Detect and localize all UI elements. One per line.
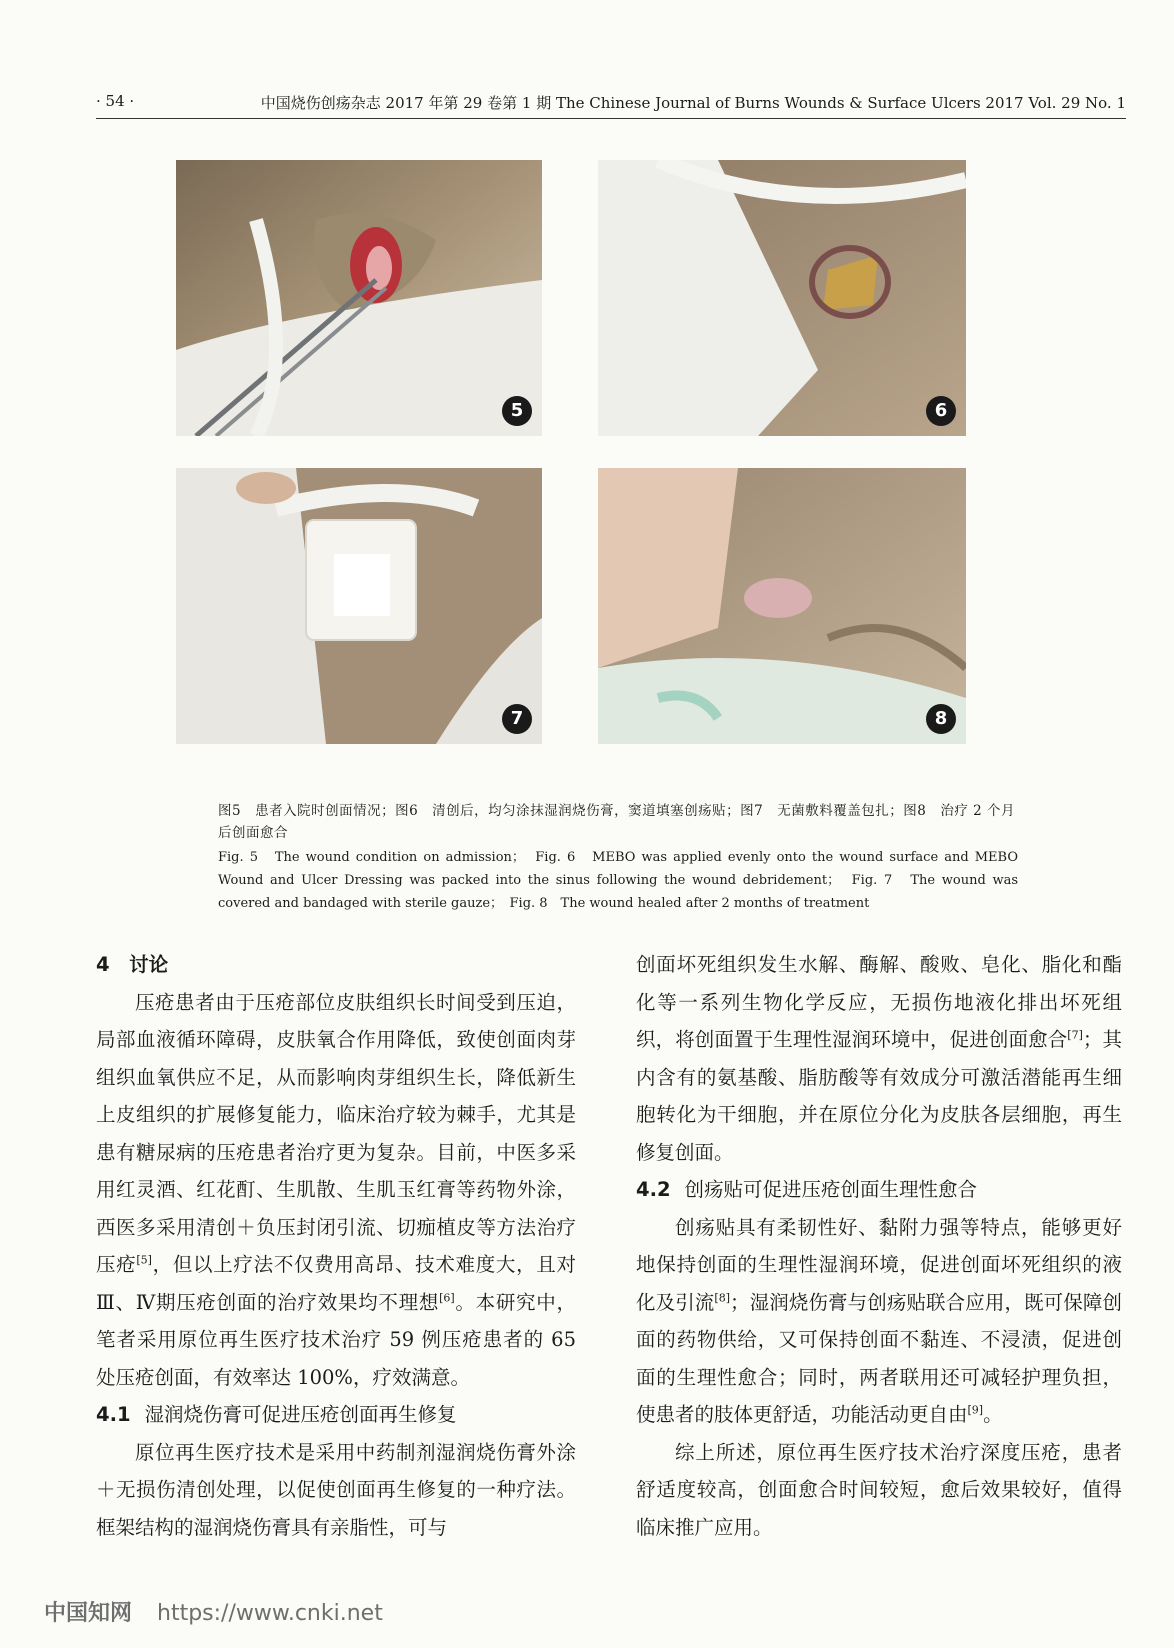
running-header <box>96 92 1126 118</box>
figure-number-badge: 8 <box>926 704 956 734</box>
footer-watermark <box>44 1596 383 1627</box>
subsection-heading <box>96 1396 576 1434</box>
text-run: ；湿润烧伤膏与创疡贴联合应用，既可保障创面的药物供给，又可保持创面不黏连、不浸渍，促进创面的生理性愈合；同时，两者联用还可减轻护理负担，使患者的肢体更舒适，功能活动更自由 <box>636 1290 1122 1426</box>
journal-title: 中国烧伤创疡杂志 2017 年第 29 卷第 1 期 The Chinese Journal of Burns Wounds & Surface Ulcers 2017 Vol. 29 No. 1 <box>260 94 1126 112</box>
section-heading-discussion: 4 讨论 <box>96 953 169 976</box>
header-rule <box>96 118 1126 119</box>
wound-admission-image <box>176 160 542 436</box>
paragraph: 综上所述，原位再生医疗技术治疗深度压疮，患者舒适度较高，创面愈合时间较短，愈后效果较好，值得临床推广应用。 <box>636 1440 1122 1539</box>
caption-english: Fig. 5 The wound condition on admission； Fig. 6 MEBO was applied evenly onto the wound surface and MEBO Wound and Ulcer Dressing was packed into the sinus following the wound debridement； Fig. 7 The wound was covered and bandaged with sterile gauze； Fig. 8 The wound healed after 2 months of treatment <box>218 850 1018 911</box>
figure-6-photo <box>598 160 966 436</box>
figure-5-photo <box>176 160 542 436</box>
page-number: · 54 · <box>96 92 135 110</box>
figure-8-photo <box>598 468 966 744</box>
paragraph: 原位再生医疗技术是采用中药制剂湿润烧伤膏外涂＋无损伤清创处理，以促使创面再生修复的一种疗法。框架结构的湿润烧伤膏具有亲脂性，可与 <box>96 1440 576 1539</box>
text-run: 创面坏死组织发生水解、酶解、酸败、皂化、脂化和酯化等一系列生物化学反应，无损伤地液化排出坏死组织，将创面置于生理性湿润环境中，促进创面愈合 <box>636 953 1122 1051</box>
text-run: 。本研究中，笔者采用原位再生医疗技术治疗 59 例压疮患者的 65 处压疮创面，有效率达 100%，疗效满意。 <box>96 1290 576 1389</box>
text-run: ；其内含有的氨基酸、脂肪酸等有效成分可激活潜能再生细胞转化为干细胞，并在原位分化为皮肤各层细胞，再生修复创面。 <box>636 1028 1122 1164</box>
subsection-number: 4.2 <box>636 1178 671 1201</box>
subsection-title: 创疡贴可促进压疮创面生理性愈合 <box>684 1178 978 1201</box>
wound-debrided-image <box>598 160 966 436</box>
citation: [6] <box>439 1291 455 1304</box>
paragraph <box>636 946 1122 1171</box>
citation: [5] <box>136 1253 152 1267</box>
figure-number-badge: 7 <box>502 704 532 734</box>
wound-healed-image <box>598 468 966 744</box>
subsection-heading <box>636 1171 1122 1209</box>
citation: [9] <box>967 1403 984 1417</box>
text-run: 创疡贴具有柔韧性好、黏附力强等特点，能够更好地保持创面的生理性湿润环境，促进创面坏死组织的液化及引流 <box>636 1215 1122 1314</box>
citation: [7] <box>1067 1028 1083 1042</box>
text-run: 。 <box>983 1403 1003 1426</box>
subsection-title: 湿润烧伤膏可促进压疮创面再生修复 <box>144 1403 457 1426</box>
figure-number-badge: 5 <box>502 396 532 426</box>
text-run: 压疮患者由于压疮部位皮肤组织长时间受到压迫，局部血液循环障碍，皮肤氧合作用降低，致使创面肉芽组织血氧供应不足，从而影响肉芽组织生长，降低新生上皮组织的扩展修复能力，临床治疗较为棘手，尤其是患有糖尿病的压疮患者治疗更为复杂。目前，中医多采用红灵酒、红花酊、生肌散、生肌玉红膏等药物外涂，西医多采用清创＋负压封闭引流、切痂植皮等方法治疗压疮 <box>96 990 576 1276</box>
figure-number-badge: 6 <box>926 396 956 426</box>
cnki-url[interactable]: https://www.cnki.net <box>157 1601 383 1626</box>
wound-bandaged-image <box>176 468 542 744</box>
citation: [8] <box>714 1291 731 1304</box>
left-column <box>96 946 576 1546</box>
paragraph <box>96 984 576 1397</box>
figure-caption <box>218 800 1018 915</box>
subsection-number: 4.1 <box>96 1403 131 1426</box>
cnki-brand: 中国知网 <box>44 1601 133 1626</box>
figure-7-photo <box>176 468 542 744</box>
paragraph <box>636 1209 1122 1434</box>
caption-chinese: 图5 患者入院时创面情况；图6 清创后，均匀涂抹湿润烧伤膏，窦道填塞创疡贴；图7 无菌敷料覆盖包扎；图8 治疗 2 个月后创面愈合 <box>218 803 1016 841</box>
right-column <box>636 946 1122 1546</box>
text-run: ，但以上疗法不仅费用高昂、技术难度大，且对Ⅲ、Ⅳ期压疮创面的治疗效果均不理想 <box>96 1253 576 1314</box>
